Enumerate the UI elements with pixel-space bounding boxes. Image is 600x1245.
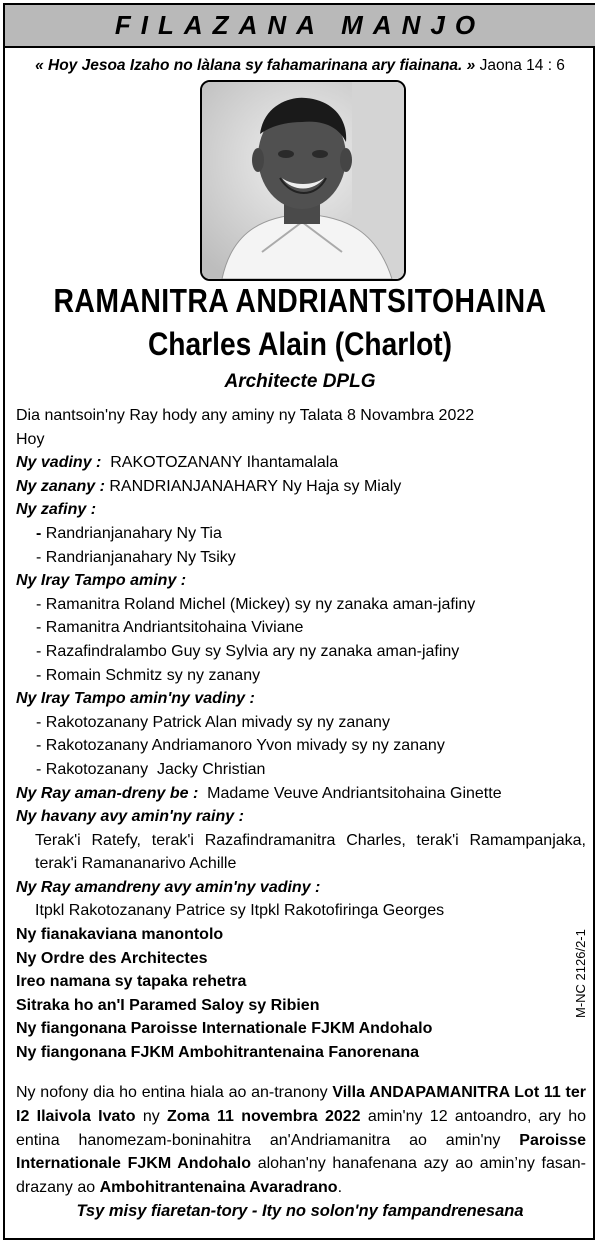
funeral-details: Ny nofony dia ho entina hiala ao an-tranony Villa ANDAPAMANITRA Lot 11 ter I2 Ilaivola Ivato ny Zoma 11 novembra 2022 amin'ny 12 antoandro, ary ho entina hanomezam-boninahitra an'Andriamanitra ao amin'ny Paroisse Internationale FJKM Andohalo alohan'ny hanafenana azy ao amin’ny fasan-drazany ao Ambohitrantenaina Avaradrano. <box>16 1084 587 1197</box>
group-line: Ny fiangonana FJKM Ambohitrantenaina Fanorenana <box>16 1044 420 1062</box>
verse-quote: « Hoy Jesoa Izaho no làlana sy fahamarinana ary fiainana. » <box>35 57 476 74</box>
list-item: - Rakotozanany Andriamanoro Yvon mivady sy ny zanany <box>36 737 445 755</box>
footer-note: Tsy misy fiaretan-tory - Ity no solon'ny fampandrenesana <box>76 1202 524 1220</box>
portrait-photo <box>200 80 406 281</box>
list-item: - Randrianjanahary Ny Tia <box>36 524 222 542</box>
grandmother-label: Ny Ray aman-dreny be : <box>16 784 199 802</box>
intro-line: Hoy <box>16 430 45 448</box>
children-names: RANDRIANJANAHARY Ny Haja sy Mialy <box>104 477 402 495</box>
group-line: Sitraka ho an'I Paramed Saloy sy Ribien <box>16 996 320 1014</box>
spouse-parents: Itpkl Rakotozanany Patrice sy Itpkl Rakotofiringa Georges <box>35 902 445 920</box>
spouse-parents-label: Ny Ray amandreny avy amin'ny vadiny : <box>16 878 321 896</box>
bible-verse <box>0 57 600 75</box>
siblings-label: Ny Iray Tampo aminy : <box>16 572 187 590</box>
list-item: - Randrianjanahary Ny Tsiky <box>36 548 236 566</box>
notice-body <box>16 404 586 1065</box>
group-line: Ny fiangonana Paroisse Internationale FJKM Andohalo <box>16 1020 433 1038</box>
children-line <box>16 475 586 499</box>
deceased-profession: Architecte DPLG <box>224 371 376 392</box>
group-line: Ireo namana sy tapaka rehetra <box>16 973 247 991</box>
list-item: - Razafindralambo Guy sy Sylvia ary ny zanaka aman-jafiny <box>36 642 460 660</box>
deceased-surname: RAMANITRA ANDRIANTSITOHAINA <box>53 282 547 319</box>
group-line: Ny fianakaviana manontolo <box>16 926 224 944</box>
reference-code: M-NC 2126/2-1 <box>573 929 588 1018</box>
header-title: FILAZANA MANJO <box>114 10 486 40</box>
list-item: - Rakotozanany Jacky Christian <box>36 760 266 778</box>
verse-reference: Jaona 14 : 6 <box>475 57 565 74</box>
list-item: - Romain Schmitz sy ny zanany <box>36 666 261 684</box>
list-item: - Ramanitra Andriantsitohaina Viviane <box>36 619 304 637</box>
in-laws-label: Ny Iray Tampo amin'ny vadiny : <box>16 690 255 708</box>
notice-header <box>5 5 595 48</box>
paternal-relatives-label: Ny havany avy amin'ny rainy : <box>16 808 244 826</box>
group-line: Ny Ordre des Architectes <box>16 949 208 967</box>
spouse-name: RAKOTOZANANY Ihantamalala <box>101 454 339 472</box>
intro-line: Dia nantsoin'ny Ray hody any aminy ny Talata 8 Novambra 2022 <box>16 407 475 424</box>
paternal-relatives: Terak'i Ratefy, terak'i Razafindramanitra Charles, terak'i Ramampanjaka, terak'i Ramananarivo Achille <box>35 831 586 873</box>
children-label: Ny zanany : <box>16 477 105 495</box>
grandmother-name: Madame Veuve Andriantsitohaina Ginette <box>198 784 502 802</box>
grandchildren-label: Ny zafiny : <box>16 501 97 519</box>
spouse-line <box>16 451 586 475</box>
list-item: - Rakotozanany Patrick Alan mivady sy ny zanany <box>36 713 390 731</box>
list-item: - Ramanitra Roland Michel (Mickey) sy ny zanaka aman-jafiny <box>36 595 476 613</box>
deceased-given-names: Charles Alain (Charlot) <box>147 326 453 362</box>
spouse-label: Ny vadiny : <box>16 454 102 472</box>
grandmother-line <box>16 782 586 806</box>
